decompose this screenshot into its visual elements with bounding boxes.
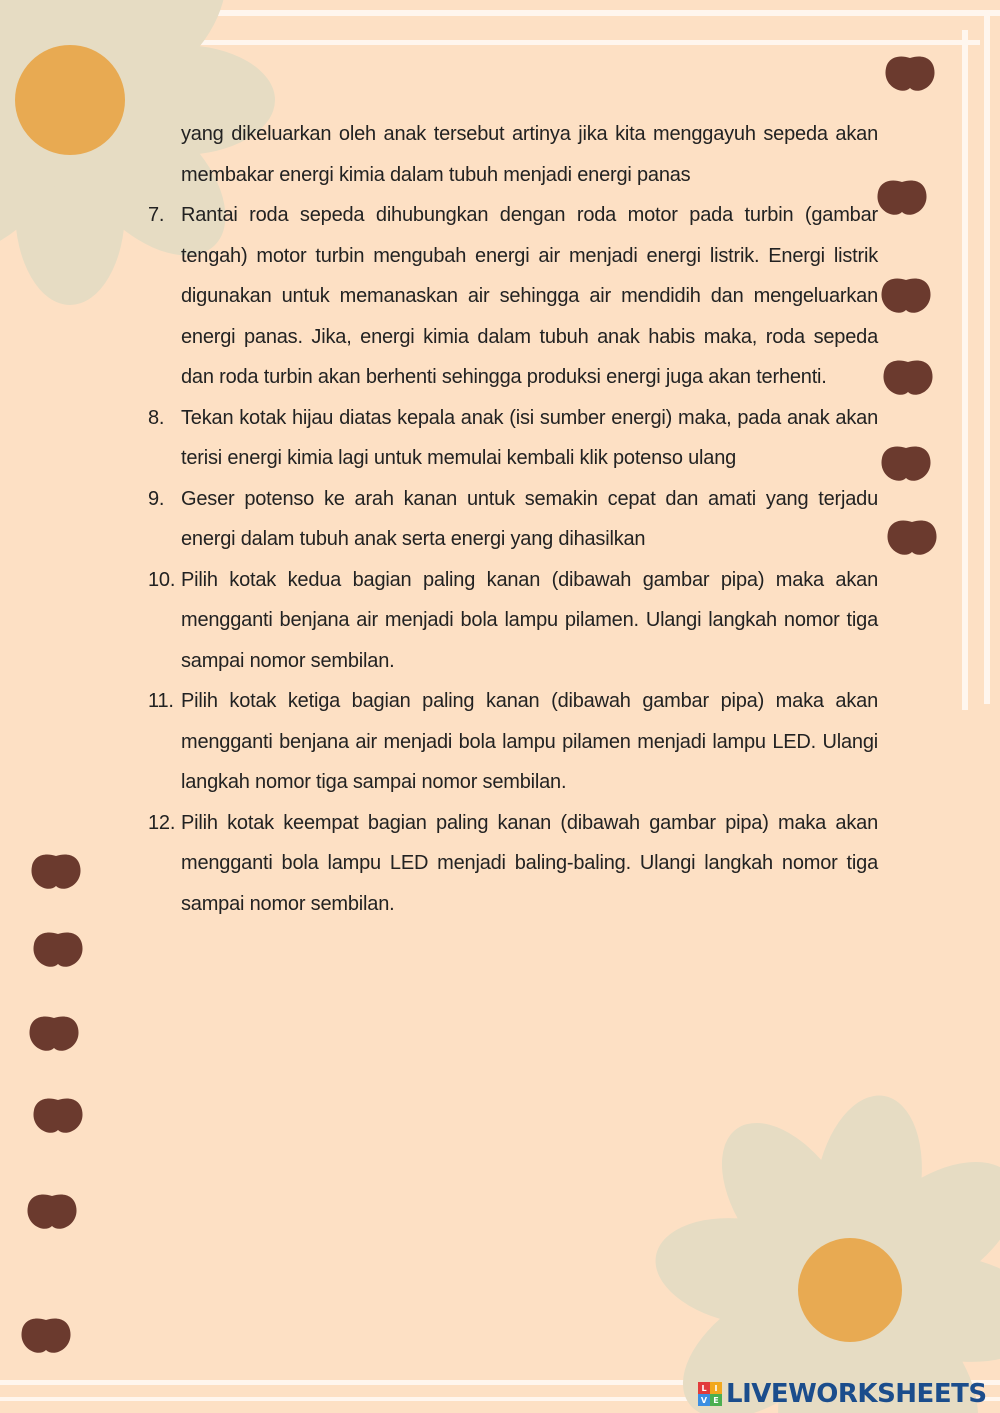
heart-right-5-icon bbox=[876, 438, 936, 484]
frame-line-right bbox=[962, 30, 968, 710]
list-item bbox=[148, 195, 878, 398]
instruction-list bbox=[148, 114, 878, 924]
item-number: 8. bbox=[148, 406, 165, 429]
heart-left-3-icon bbox=[24, 1008, 84, 1054]
heart-left-4-icon bbox=[28, 1090, 88, 1136]
item-text: Pilih kotak keempat bagian paling kanan (dibawah gambar pipa) maka akan mengganti bola lampu LED menjadi baling-baling. Ulangi langkah nomor tiga sampai nomor sembilan. bbox=[181, 811, 878, 915]
list-item bbox=[148, 398, 878, 479]
item-number: 9. bbox=[148, 487, 165, 510]
item-number: 12. bbox=[148, 811, 176, 834]
heart-right-4-icon bbox=[878, 352, 938, 398]
frame-line-right-outer bbox=[984, 14, 990, 704]
item-text: yang dikeluarkan oleh anak tersebut artinya jika kita menggayuh sepeda akan membakar energi kimia dalam tubuh menjadi energi panas bbox=[181, 123, 878, 186]
brand-name: LIVEWORKSHEETS bbox=[726, 1379, 987, 1409]
logo-letter: L bbox=[698, 1382, 710, 1394]
item-number: 7. bbox=[148, 204, 165, 226]
item-number: 11. bbox=[148, 690, 174, 712]
heart-right-1-icon bbox=[880, 48, 940, 94]
list-item bbox=[148, 560, 878, 682]
heart-right-2-icon bbox=[872, 172, 932, 218]
heart-left-2-icon bbox=[28, 924, 88, 970]
item-text: Rantai roda sepeda dihubungkan dengan roda motor pada turbin (gambar tengah) motor turbin mengubah energi air menjadi energi listrik. Energi listrik digunakan untuk memanaskan air sehingga air mendidih dan mengeluarkan energi panas. Jika, energi kimia dalam tubuh anak habis maka, roda sepeda dan roda turbin akan berhenti sehingga produksi energi juga akan terhenti. bbox=[181, 204, 878, 388]
heart-left-5-icon bbox=[22, 1186, 82, 1232]
frame-line-top-inner bbox=[180, 40, 980, 45]
heart-right-6-icon bbox=[882, 512, 942, 558]
item-text: Tekan kotak hijau diatas kepala anak (isi sumber energi) maka, pada anak akan terisi energi kimia lagi untuk memulai kembali klik potenso ulang bbox=[181, 406, 878, 469]
logo-letter: V bbox=[698, 1394, 710, 1406]
heart-left-1-icon bbox=[26, 846, 86, 892]
logo-letter: E bbox=[710, 1394, 722, 1406]
logo-letter: I bbox=[710, 1382, 722, 1394]
item-text: Pilih kotak ketiga bagian paling kanan (dibawah gambar pipa) maka akan mengganti benjana air menjadi bola lampu pilamen menjadi lampu LED. Ulangi langkah nomor tiga sampai nomor sembilan. bbox=[181, 690, 878, 793]
item-text: Pilih kotak kedua bagian paling kanan (dibawah gambar pipa) maka akan mengganti benjana air menjadi bola lampu pilamen. Ulangi langkah nomor tiga sampai nomor sembilan. bbox=[181, 568, 878, 672]
liveworksheets-logo[interactable] bbox=[698, 1378, 987, 1410]
item-text: Geser potenso ke arah kanan untuk semakin cepat dan amati yang terjadu energi dalam tubuh anak serta energi yang dihasilkan bbox=[181, 487, 878, 550]
liveworksheets-logo-icon bbox=[698, 1382, 722, 1406]
heart-right-3-icon bbox=[876, 270, 936, 316]
list-item bbox=[148, 114, 878, 195]
list-item bbox=[148, 803, 878, 925]
heart-left-6-icon bbox=[16, 1310, 76, 1356]
list-item bbox=[148, 681, 878, 803]
list-item bbox=[148, 479, 878, 560]
flower-bottom-right-icon bbox=[640, 1080, 1000, 1413]
item-number: 10. bbox=[148, 568, 176, 591]
